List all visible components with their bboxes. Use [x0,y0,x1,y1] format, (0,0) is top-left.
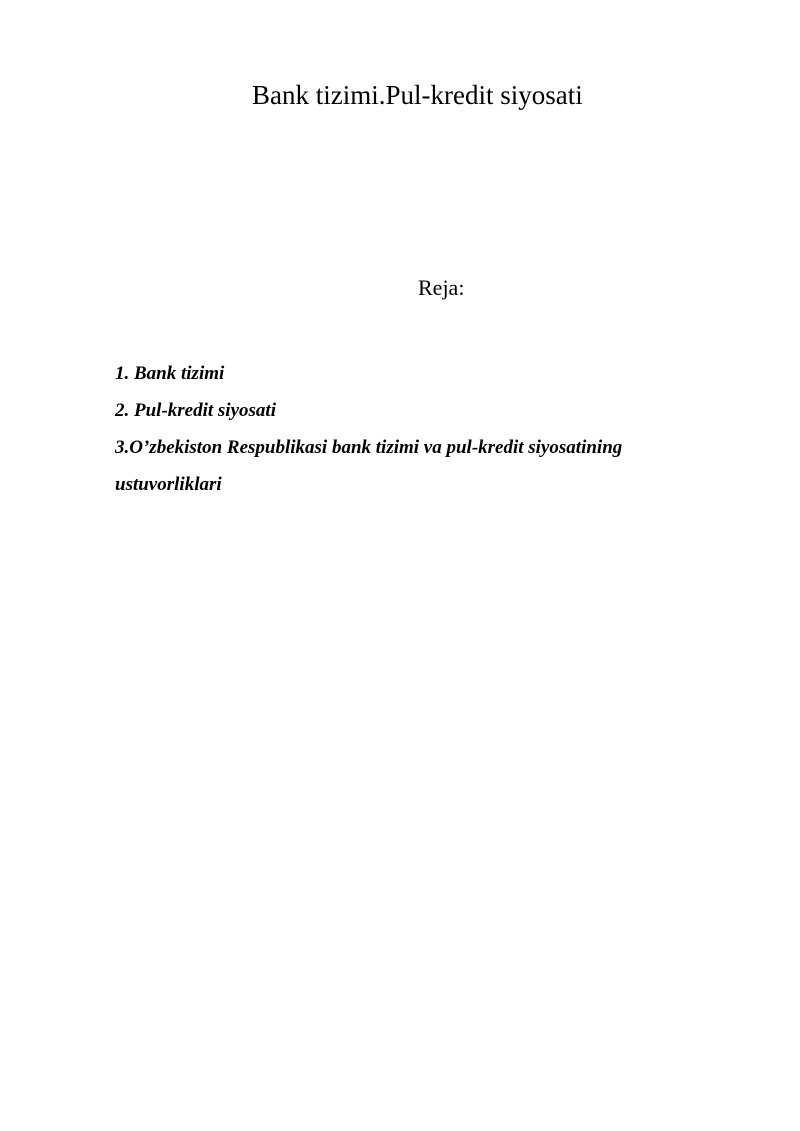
plan-item-1: 1. Bank tizimi [115,363,225,384]
plan-list [115,355,715,503]
document-title: Bank tizimi.Pul-kredit siyosati [252,80,583,110]
plan-item-3: 3.O’zbekiston Respublikasi bank tizimi va pul-kredit siyosatining ustuvorliklari [115,437,623,495]
plan-heading: Reja: [418,275,465,300]
plan-item-2: 2. Pul-kredit siyosati [115,400,276,421]
